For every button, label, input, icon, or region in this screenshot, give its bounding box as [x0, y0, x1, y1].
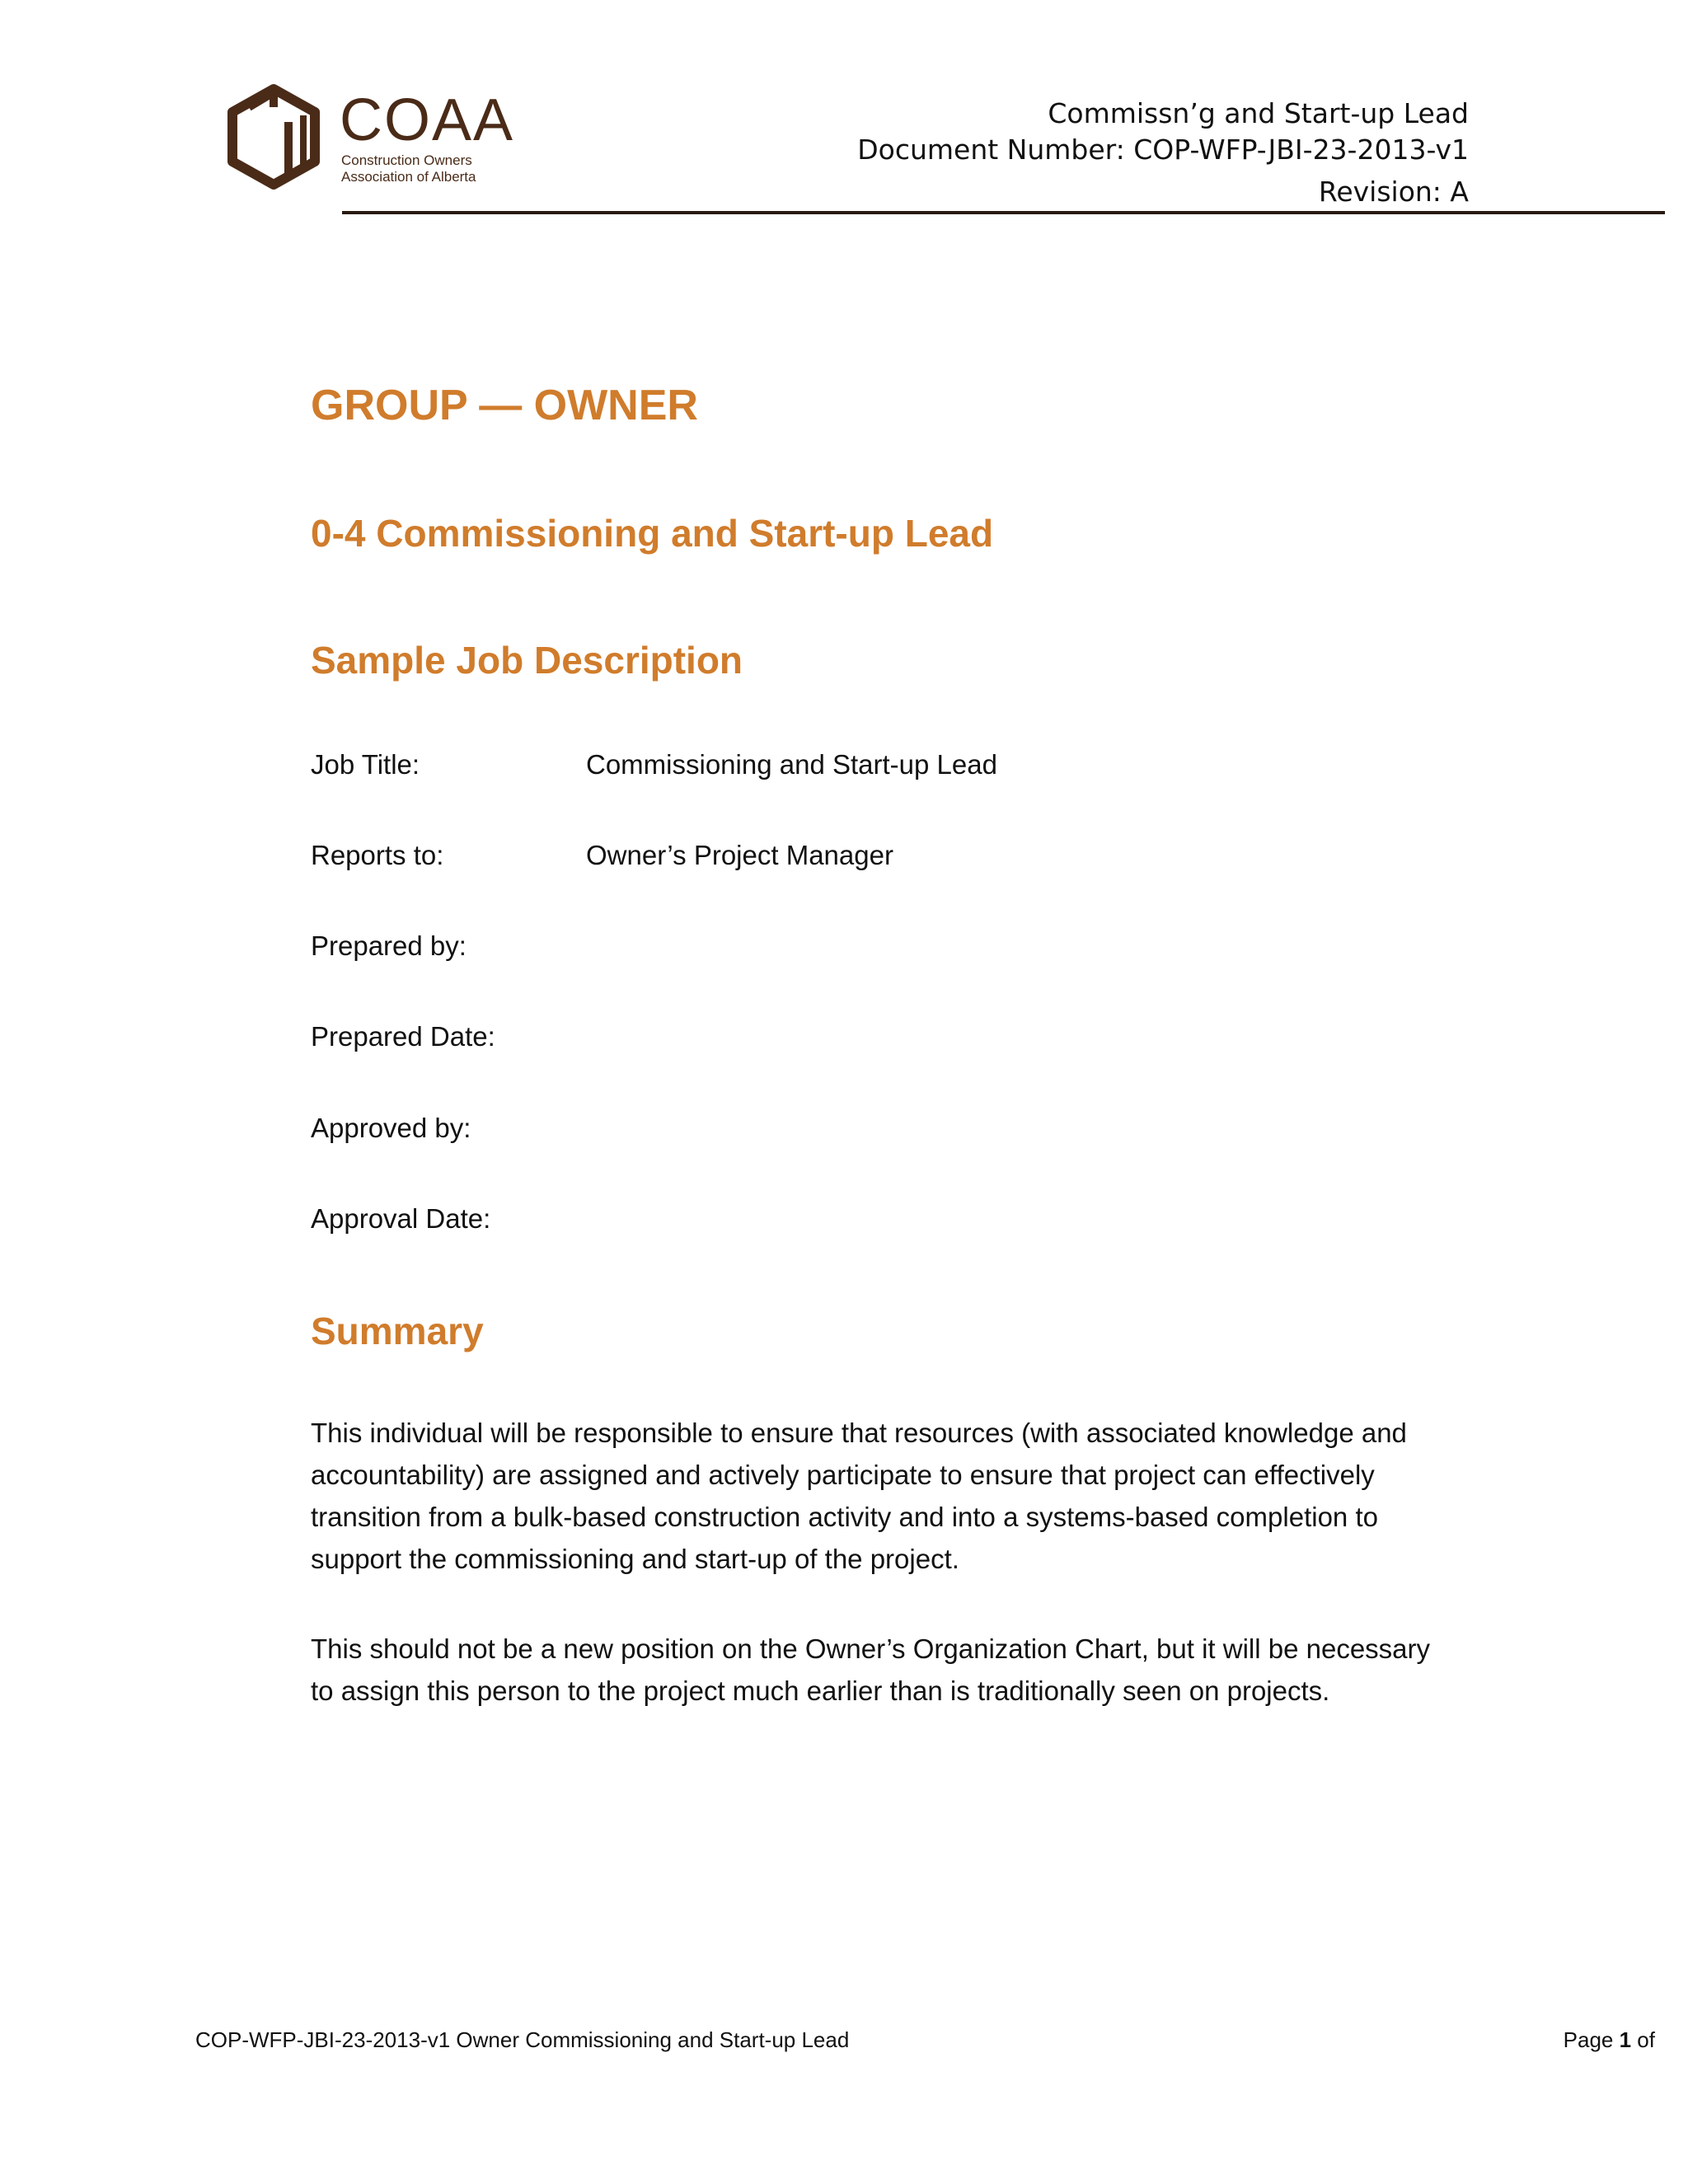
header-divider [342, 211, 1665, 214]
footer-page-prefix: Page [1563, 2027, 1620, 2052]
header-revision: Revision: A [1318, 176, 1469, 208]
logo-subtitle-line2: Association of Alberta [341, 169, 476, 185]
footer-document-title: COP-WFP-JBI-23-2013-v1 Owner Commissioning and Start-up Lead [195, 2027, 850, 2052]
coaa-logo [224, 79, 515, 203]
reports-to-label: Reports to: [311, 840, 444, 870]
logo-subtitle-line1: Construction Owners [341, 152, 472, 168]
summary-heading: Summary [311, 1310, 484, 1352]
prepared-by-label: Prepared by: [311, 930, 467, 961]
summary-paragraph-2: This should not be a new position on the Owner’s Organization Chart, but it will be necessary to assign this person to the project much earlier than is traditionally seen on projects. [311, 1633, 1431, 1706]
approval-date-label: Approval Date: [311, 1203, 491, 1234]
group-heading: GROUP — OWNER [311, 382, 698, 429]
job-title-value: Commissioning and Start-up Lead [586, 749, 997, 780]
job-title-label: Job Title: [311, 749, 420, 780]
role-heading: 0-4 Commissioning and Start-up Lead [311, 512, 994, 555]
summary-paragraph-1: This individual will be responsible to ensure that resources (with associated knowledge and accountability) are assigned and actively participate to ensure that project can effectively transition from a bulk-based construction activity and into a systems-based completion to support the commissioning and start-up of the project. [311, 1418, 1407, 1574]
hexagon-logo-icon [224, 79, 331, 203]
logo-wordmark: COAA [340, 87, 515, 153]
sample-heading: Sample Job Description [311, 639, 743, 682]
header-role: Commissn’g and Start-up Lead [1048, 97, 1469, 129]
footer-page-suffix: of [1631, 2027, 1655, 2052]
footer-page-current: 1 [1619, 2027, 1632, 2052]
reports-to-value: Owner’s Project Manager [586, 840, 893, 870]
approved-by-label: Approved by: [311, 1113, 471, 1143]
footer-page-number [1564, 2027, 1655, 2053]
header-doc-number: Document Number: COP-WFP-JBI-23-2013-v1 [857, 134, 1469, 166]
prepared-date-label: Prepared Date: [311, 1021, 495, 1052]
